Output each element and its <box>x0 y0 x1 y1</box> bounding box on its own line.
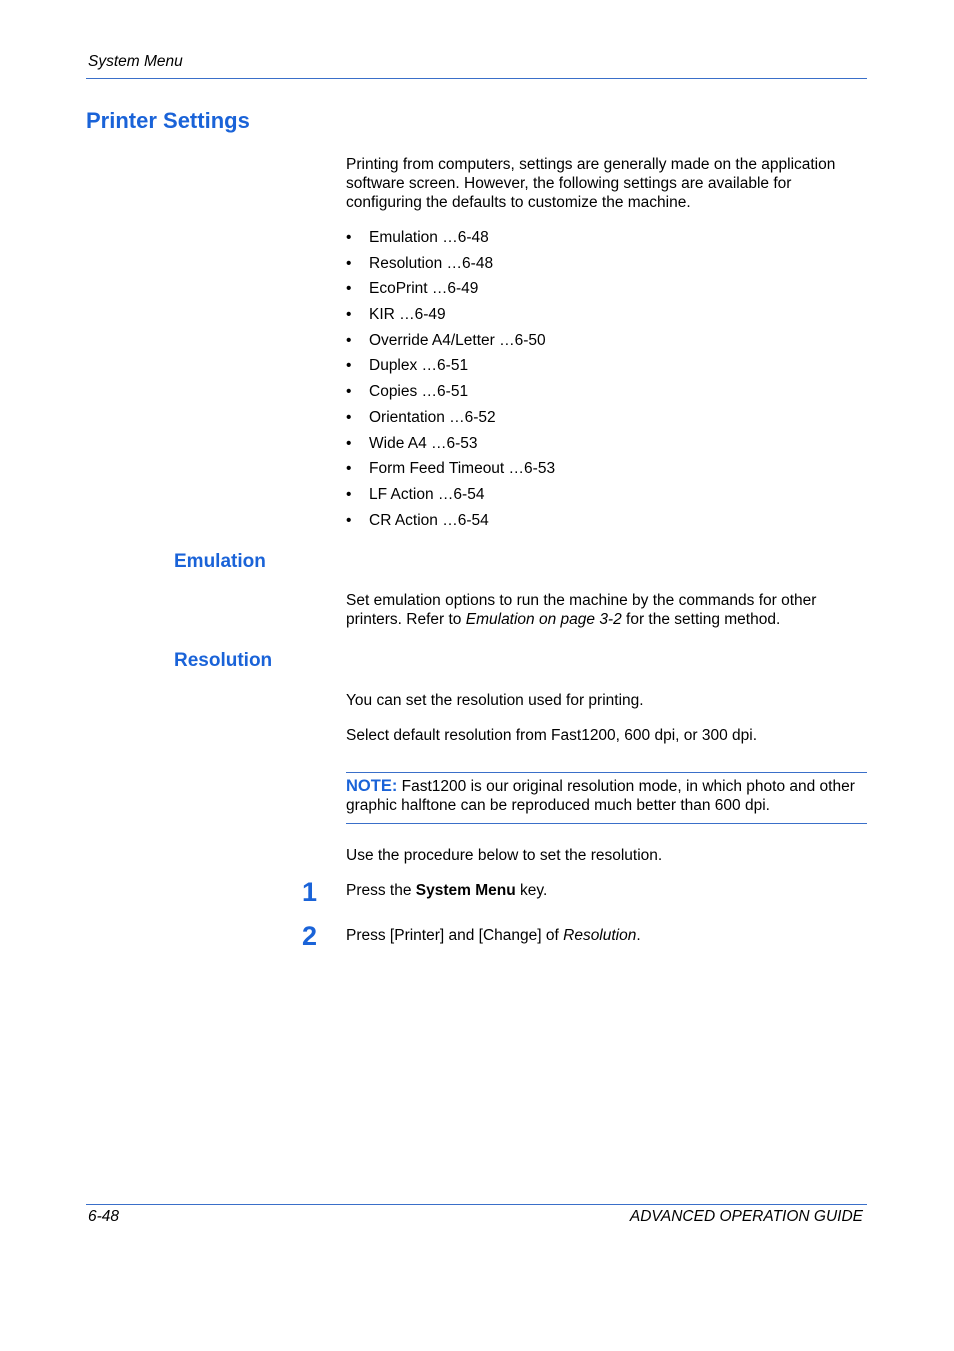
resolution-paragraph-3: Use the procedure below to set the resolution. <box>346 847 663 864</box>
bullet-icon: • <box>346 229 352 246</box>
bullet-icon: • <box>346 357 352 375</box>
step-number: 1 <box>302 877 318 907</box>
note-label: NOTE: <box>346 777 398 795</box>
emulation-paragraph: Set emulation options to run the machine by the commands for other printers. Refer to Emulation on page 3-2 for the setting method. <box>346 592 817 628</box>
bullet-icon: • <box>346 331 352 349</box>
bullet-icon: • <box>346 485 352 503</box>
note-text: NOTE: Fast1200 is our original resolution mode, in which photo and other graphic halftone can be reproduced much better than 600 dpi. <box>346 777 855 814</box>
header-rule <box>86 78 867 79</box>
bullet-icon: • <box>346 306 352 324</box>
bullet-icon: • <box>346 254 352 272</box>
running-header: System Menu <box>88 53 183 70</box>
step-number: 2 <box>302 921 318 951</box>
bullet-icon: • <box>346 383 352 401</box>
note-box <box>346 772 867 824</box>
footer-rule <box>86 1204 867 1205</box>
page-title: Printer Settings <box>86 108 250 133</box>
resolution-paragraph-2: Select default resolution from Fast1200, 600 dpi, or 300 dpi. <box>346 727 757 744</box>
bullet-icon: • <box>346 280 352 298</box>
resolution-heading: Resolution <box>174 650 273 671</box>
bullet-icon: • <box>346 511 352 529</box>
step-text: Press [Printer] and [Change] of Resolution. <box>346 927 641 944</box>
step-text: Press the System Menu key. <box>346 882 548 899</box>
bullet-icon: • <box>346 408 352 426</box>
resolution-paragraph-1: You can set the resolution used for printing. <box>346 692 644 709</box>
emulation-reference-link[interactable]: Emulation on page 3-2 <box>465 611 622 628</box>
system-menu-key-label: System Menu <box>415 882 516 899</box>
intro-paragraph: Printing from computers, settings are generally made on the application software screen. However, the following settings are available for configuring the defaults to customize the machine. <box>346 156 836 211</box>
bullet-icon: • <box>346 460 352 478</box>
guide-title: ADVANCED OPERATION GUIDE <box>629 1208 863 1225</box>
emulation-heading: Emulation <box>174 551 266 572</box>
page-number: 6-48 <box>88 1208 120 1225</box>
bullet-icon: • <box>346 434 352 452</box>
